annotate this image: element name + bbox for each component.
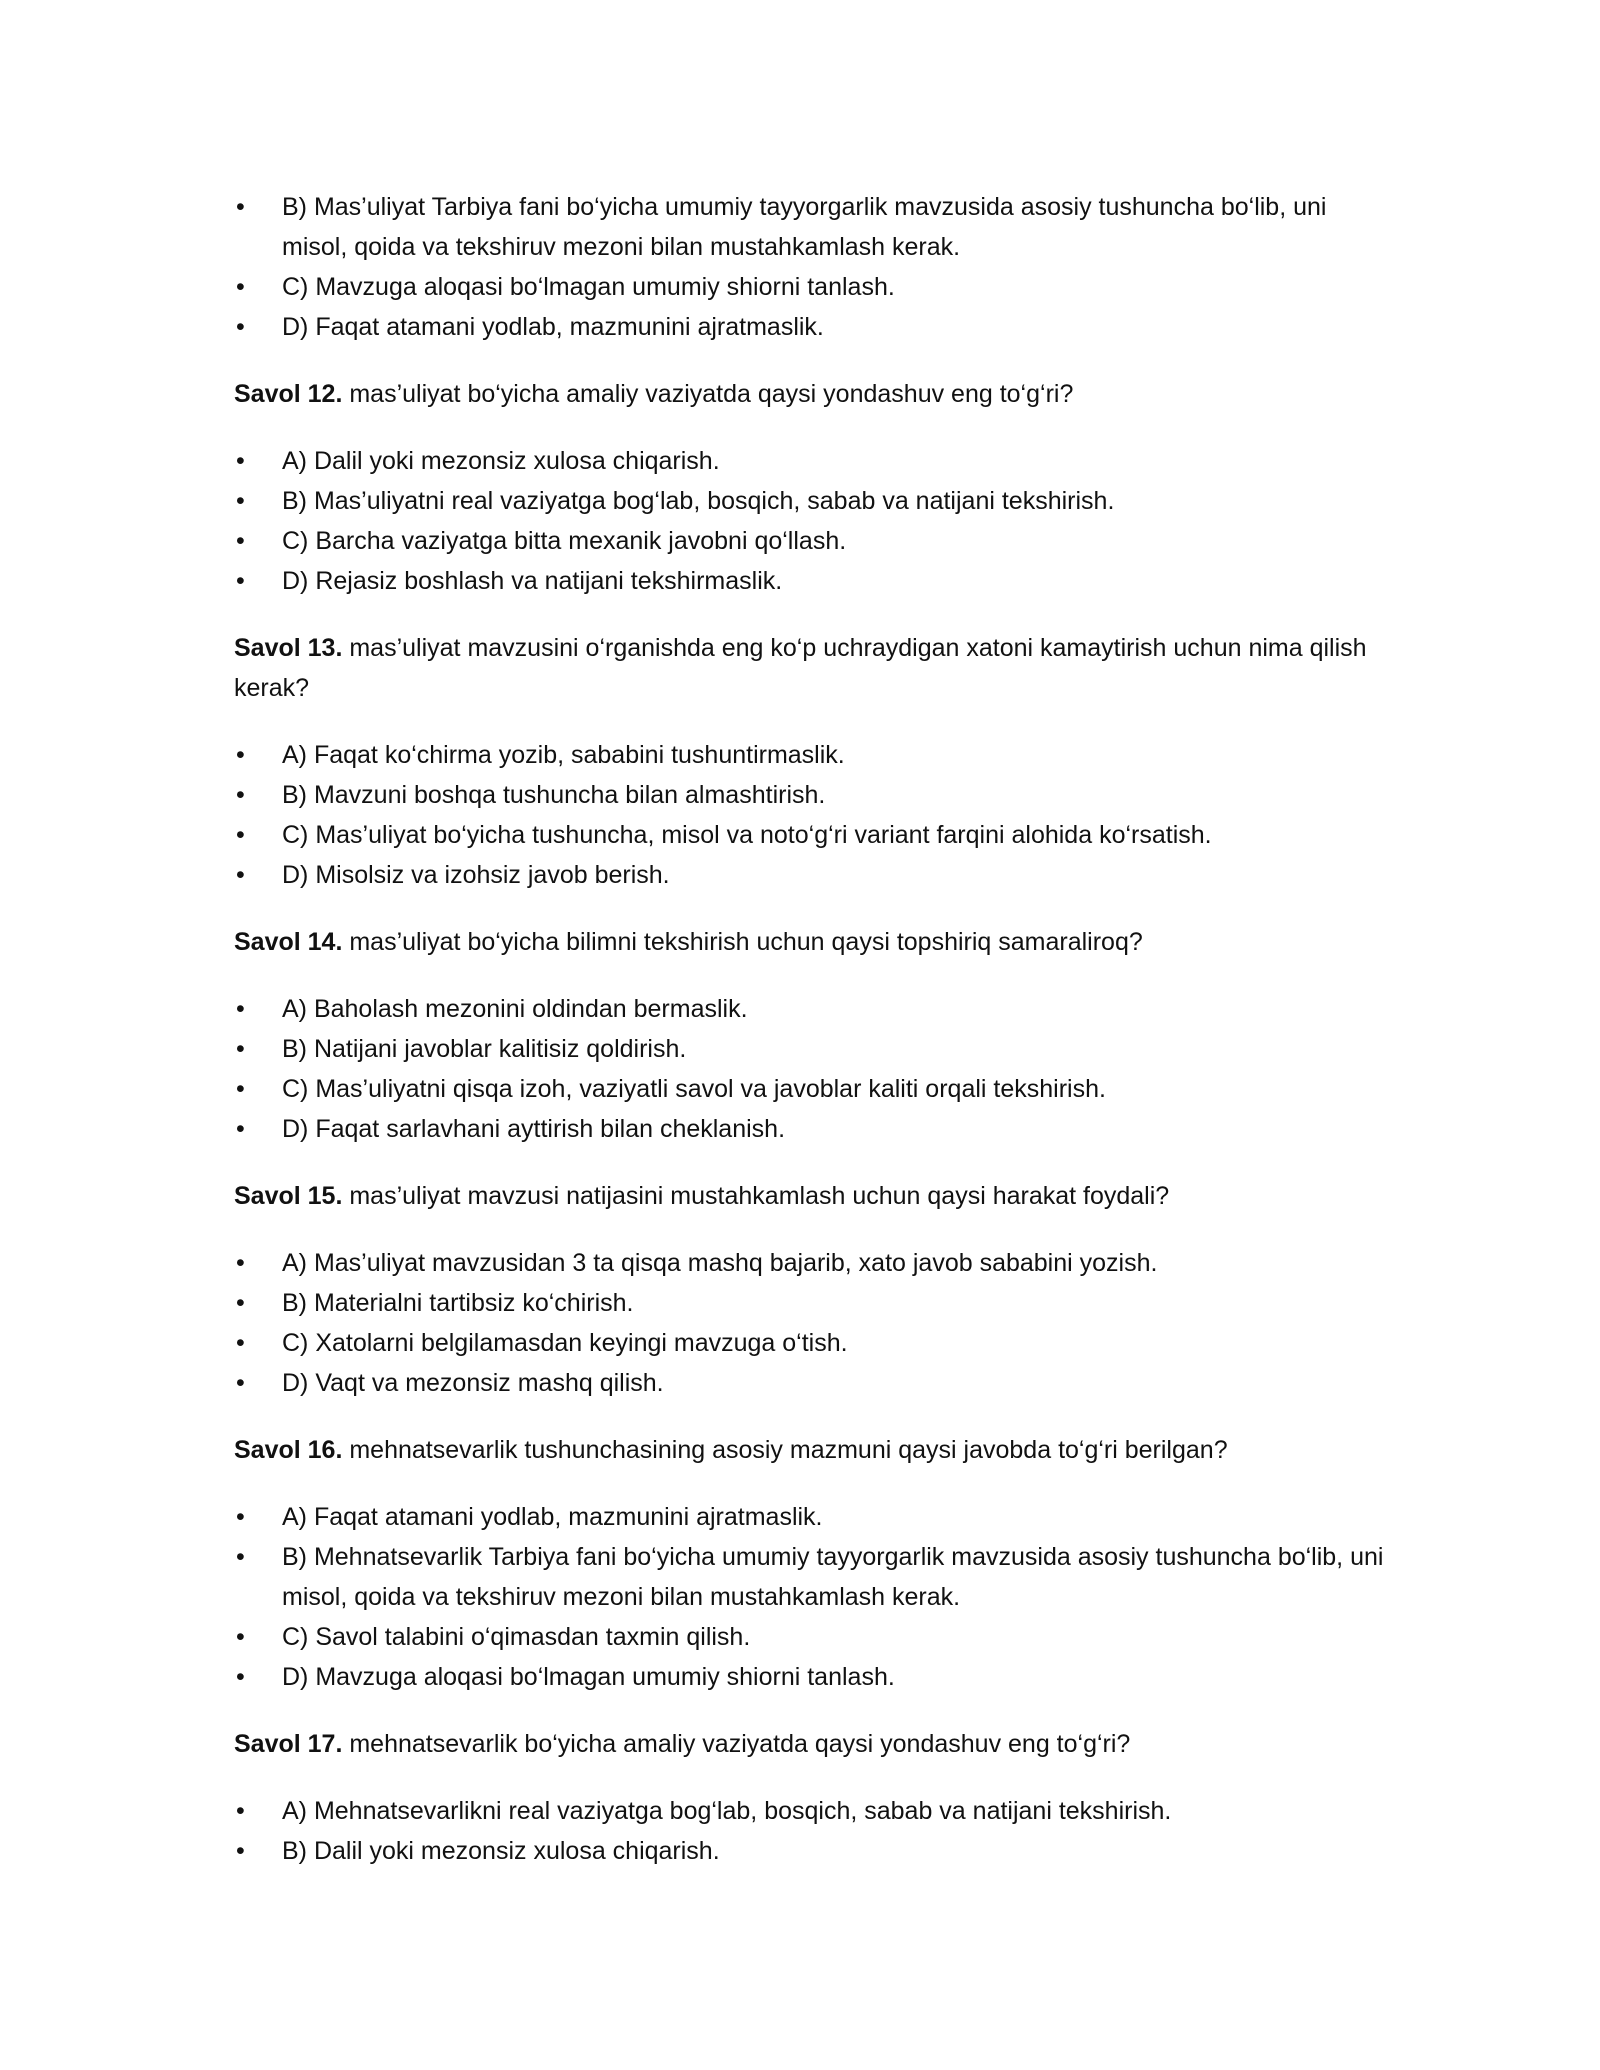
option-text: A) Faqat ko‘chirma yozib, sababini tushuntirmaslik.	[282, 741, 845, 769]
option-text: D) Faqat sarlavhani ayttirish bilan cheklanish.	[282, 1115, 786, 1143]
question-label: Savol 17.	[234, 1730, 343, 1758]
option-text: C) Mas’uliyat bo‘yicha tushuncha, misol va noto‘g‘ri variant farqini alohida ko‘rsatish.	[282, 821, 1212, 849]
bullet-icon: •	[236, 1503, 245, 1531]
bullet-icon: •	[236, 821, 245, 849]
question-label: Savol 14.	[234, 928, 343, 956]
option-text: C) Savol talabini o‘qimasdan taxmin qilish.	[282, 1623, 751, 1651]
question-13	[234, 628, 1384, 708]
option-item	[234, 1363, 1384, 1403]
bullet-icon: •	[236, 527, 245, 555]
option-item	[234, 521, 1384, 561]
question-14	[234, 922, 1384, 962]
bullet-icon: •	[236, 1623, 245, 1651]
option-item	[234, 989, 1384, 1029]
option-text: B) Materialni tartibsiz ko‘chirish.	[282, 1289, 634, 1317]
option-item	[234, 1657, 1384, 1697]
document-page	[234, 187, 1384, 1871]
options-list-15	[234, 1243, 1384, 1403]
question-label: Savol 15.	[234, 1182, 343, 1210]
question-text: mas’uliyat bo‘yicha bilimni tekshirish uchun qaysi topshiriq samaraliroq?	[349, 928, 1143, 956]
option-text: C) Xatolarni belgilamasdan keyingi mavzuga o‘tish.	[282, 1329, 848, 1357]
question-label: Savol 12.	[234, 380, 343, 408]
option-item	[234, 1283, 1384, 1323]
option-item	[234, 561, 1384, 601]
option-item	[234, 1537, 1384, 1617]
option-text: D) Vaqt va mezonsiz mashq qilish.	[282, 1369, 664, 1397]
options-list-13	[234, 735, 1384, 895]
option-text: B) Mavzuni boshqa tushuncha bilan almashtirish.	[282, 781, 826, 809]
bullet-icon: •	[236, 1369, 245, 1397]
bullet-icon: •	[236, 781, 245, 809]
option-text: A) Baholash mezonini oldindan bermaslik.	[282, 995, 748, 1023]
option-text: B) Mas’uliyat Tarbiya fani bo‘yicha umumiy tayyorgarlik mavzusida asosiy tushuncha bo‘lib, uni misol, qoida va tekshiruv mezoni bilan mustahkamlash kerak.	[282, 193, 1327, 261]
bullet-icon: •	[236, 273, 245, 301]
option-item	[234, 1791, 1384, 1831]
question-text: mehnatsevarlik bo‘yicha amaliy vaziyatda qaysi yondashuv eng to‘g‘ri?	[349, 1730, 1131, 1758]
bullet-icon: •	[236, 1115, 245, 1143]
option-item	[234, 267, 1384, 307]
bullet-icon: •	[236, 1249, 245, 1277]
bullet-icon: •	[236, 193, 245, 221]
options-list-continued	[234, 187, 1384, 347]
option-item	[234, 1109, 1384, 1149]
bullet-icon: •	[236, 1289, 245, 1317]
option-text: A) Faqat atamani yodlab, mazmunini ajratmaslik.	[282, 1503, 823, 1531]
option-item	[234, 1831, 1384, 1871]
option-item	[234, 815, 1384, 855]
bullet-icon: •	[236, 1035, 245, 1063]
option-text: B) Mas’uliyatni real vaziyatga bog‘lab, bosqich, sabab va natijani tekshirish.	[282, 487, 1115, 515]
question-16	[234, 1430, 1384, 1470]
bullet-icon: •	[236, 447, 245, 475]
option-text: D) Mavzuga aloqasi bo‘lmagan umumiy shiorni tanlash.	[282, 1663, 895, 1691]
option-text: B) Dalil yoki mezonsiz xulosa chiqarish.	[282, 1837, 720, 1865]
option-item	[234, 1069, 1384, 1109]
option-item	[234, 1497, 1384, 1537]
option-item	[234, 1029, 1384, 1069]
option-item	[234, 1323, 1384, 1363]
option-item	[234, 855, 1384, 895]
option-text: B) Mehnatsevarlik Tarbiya fani bo‘yicha umumiy tayyorgarlik mavzusida asosiy tushuncha bo‘lib, uni misol, qoida va tekshiruv mezoni bilan mustahkamlash kerak.	[282, 1543, 1384, 1611]
option-text: B) Natijani javoblar kalitisiz qoldirish.	[282, 1035, 687, 1063]
bullet-icon: •	[236, 741, 245, 769]
bullet-icon: •	[236, 995, 245, 1023]
bullet-icon: •	[236, 1075, 245, 1103]
option-text: D) Faqat atamani yodlab, mazmunini ajratmaslik.	[282, 313, 824, 341]
option-item	[234, 187, 1384, 267]
question-17	[234, 1724, 1384, 1764]
bullet-icon: •	[236, 567, 245, 595]
option-item	[234, 775, 1384, 815]
question-text: mehnatsevarlik tushunchasining asosiy mazmuni qaysi javobda to‘g‘ri berilgan?	[349, 1436, 1228, 1464]
options-list-17	[234, 1791, 1384, 1871]
option-item	[234, 1617, 1384, 1657]
option-item	[234, 307, 1384, 347]
option-text: C) Mavzuga aloqasi bo‘lmagan umumiy shiorni tanlash.	[282, 273, 895, 301]
options-list-16	[234, 1497, 1384, 1697]
question-12	[234, 374, 1384, 414]
option-item	[234, 441, 1384, 481]
option-item	[234, 1243, 1384, 1283]
bullet-icon: •	[236, 1837, 245, 1865]
option-text: A) Mehnatsevarlikni real vaziyatga bog‘lab, bosqich, sabab va natijani tekshirish.	[282, 1797, 1172, 1825]
options-list-14	[234, 989, 1384, 1149]
question-label: Savol 16.	[234, 1436, 343, 1464]
bullet-icon: •	[236, 1797, 245, 1825]
question-text: mas’uliyat bo‘yicha amaliy vaziyatda qaysi yondashuv eng to‘g‘ri?	[349, 380, 1074, 408]
option-text: D) Misolsiz va izohsiz javob berish.	[282, 861, 670, 889]
bullet-icon: •	[236, 1329, 245, 1357]
option-item	[234, 481, 1384, 521]
bullet-icon: •	[236, 1543, 245, 1571]
option-text: A) Dalil yoki mezonsiz xulosa chiqarish.	[282, 447, 720, 475]
option-item	[234, 735, 1384, 775]
option-text: C) Barcha vaziyatga bitta mexanik javobni qo‘llash.	[282, 527, 847, 555]
bullet-icon: •	[236, 1663, 245, 1691]
option-text: D) Rejasiz boshlash va natijani tekshirmaslik.	[282, 567, 783, 595]
question-text: mas’uliyat mavzusi natijasini mustahkamlash uchun qaysi harakat foydali?	[349, 1182, 1170, 1210]
option-text: A) Mas’uliyat mavzusidan 3 ta qisqa mashq bajarib, xato javob sababini yozish.	[282, 1249, 1158, 1277]
bullet-icon: •	[236, 313, 245, 341]
options-list-12	[234, 441, 1384, 601]
option-text: C) Mas’uliyatni qisqa izoh, vaziyatli savol va javoblar kaliti orqali tekshirish.	[282, 1075, 1106, 1103]
question-15	[234, 1176, 1384, 1216]
question-label: Savol 13.	[234, 634, 343, 662]
question-text: mas’uliyat mavzusini o‘rganishda eng ko‘p uchraydigan xatoni kamaytirish uchun nima qilish kerak?	[234, 634, 1367, 702]
bullet-icon: •	[236, 487, 245, 515]
bullet-icon: •	[236, 861, 245, 889]
